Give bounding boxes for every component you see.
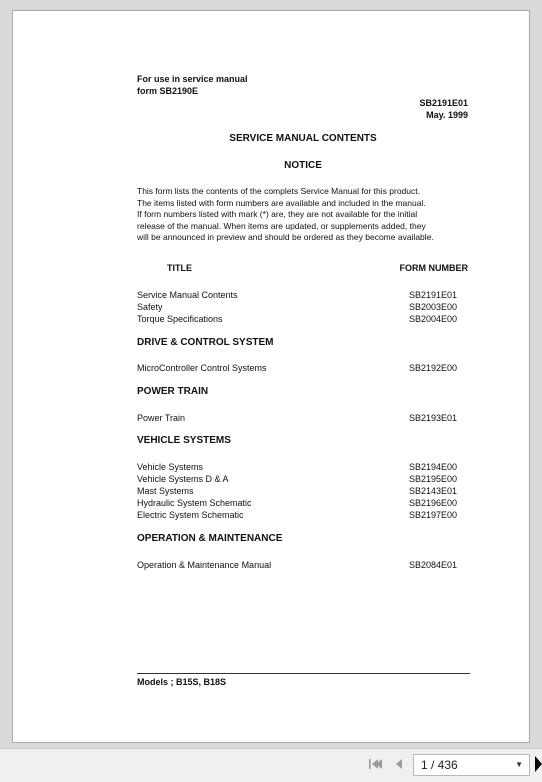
notice-line: will be announced in preview and should be ordered as they become available. — [137, 232, 434, 243]
list-item-form: SB2143E01 — [409, 486, 458, 496]
list-item-title: MicroController Control Systems — [137, 363, 267, 373]
page-number-select[interactable] — [413, 754, 530, 776]
list-item-title: Vehicle Systems D & A — [137, 474, 229, 484]
list-item-title: Torque Specifications — [137, 314, 223, 324]
page-navigation-bar — [0, 748, 542, 782]
list-item-title: Hydraulic System Schematic — [137, 498, 252, 508]
list-item-form: SB2195E00 — [409, 474, 458, 484]
list-item-title: Operation & Maintenance Manual — [137, 560, 272, 570]
list-item-form: SB2084E01 — [409, 560, 458, 570]
form-code: SB2191E01 — [419, 98, 468, 108]
list-item-title: Power Train — [137, 413, 186, 423]
column-header-title: TITLE — [167, 263, 192, 273]
document-date: May. 1999 — [426, 110, 468, 120]
column-header-form-number: FORM NUMBER — [399, 263, 468, 273]
section-heading-operation-maintenance: OPERATION & MAINTENANCE — [137, 533, 283, 544]
list-item-title: Safety — [137, 302, 163, 312]
list-item-form: SB2193E01 — [409, 413, 458, 423]
list-item-form: SB2192E00 — [409, 363, 458, 373]
list-item-form: SB2196E00 — [409, 498, 458, 508]
list-item-title: Electric System Schematic — [137, 510, 244, 520]
header-line-2: form SB2190E — [137, 86, 199, 96]
header-line-1: For use in service manual — [137, 74, 248, 84]
notice-line: The items listed with form numbers are available and included in the manual. — [137, 197, 426, 208]
notice-line: release of the manual. When items are updated, or supplements added, they — [137, 220, 426, 231]
list-item-form: SB2197E00 — [409, 510, 458, 520]
chevron-down-icon: ▼ — [515, 760, 523, 769]
notice-line: If form numbers listed with mark (*) are, they are not available for the initial — [137, 209, 418, 220]
skip-to-first-icon-graphic — [367, 757, 383, 771]
notice-heading: NOTICE — [284, 160, 322, 171]
list-item-form: SB2004E00 — [409, 314, 458, 324]
list-item-title: Service Manual Contents — [137, 290, 238, 300]
notice-paragraph — [137, 186, 477, 244]
list-item-title: Vehicle Systems — [137, 462, 204, 472]
next-page-icon[interactable] — [535, 756, 542, 772]
skip-to-first-icon[interactable] — [366, 757, 384, 773]
list-item-form: SB2003E00 — [409, 302, 458, 312]
notice-line: This form lists the contents of the complets Service Manual for this product. — [137, 186, 420, 196]
section-heading-drive: DRIVE & CONTROL SYSTEM — [137, 337, 274, 348]
list-item-form: SB2194E00 — [409, 462, 458, 472]
footer-divider — [137, 673, 470, 674]
previous-page-icon-graphic — [392, 757, 406, 771]
list-item-title: Mast Systems — [137, 486, 194, 496]
list-item-form: SB2191E01 — [409, 290, 458, 300]
previous-page-icon[interactable] — [390, 757, 408, 773]
section-heading-vehicle-systems: VEHICLE SYSTEMS — [137, 435, 231, 446]
models-footer: Models ; B15S, B18S — [137, 677, 227, 687]
section-heading-power-train: POWER TRAIN — [137, 386, 209, 397]
page-title: SERVICE MANUAL CONTENTS — [229, 133, 377, 144]
page-indicator: 1 / 436 — [421, 758, 458, 772]
document-page — [12, 10, 530, 743]
